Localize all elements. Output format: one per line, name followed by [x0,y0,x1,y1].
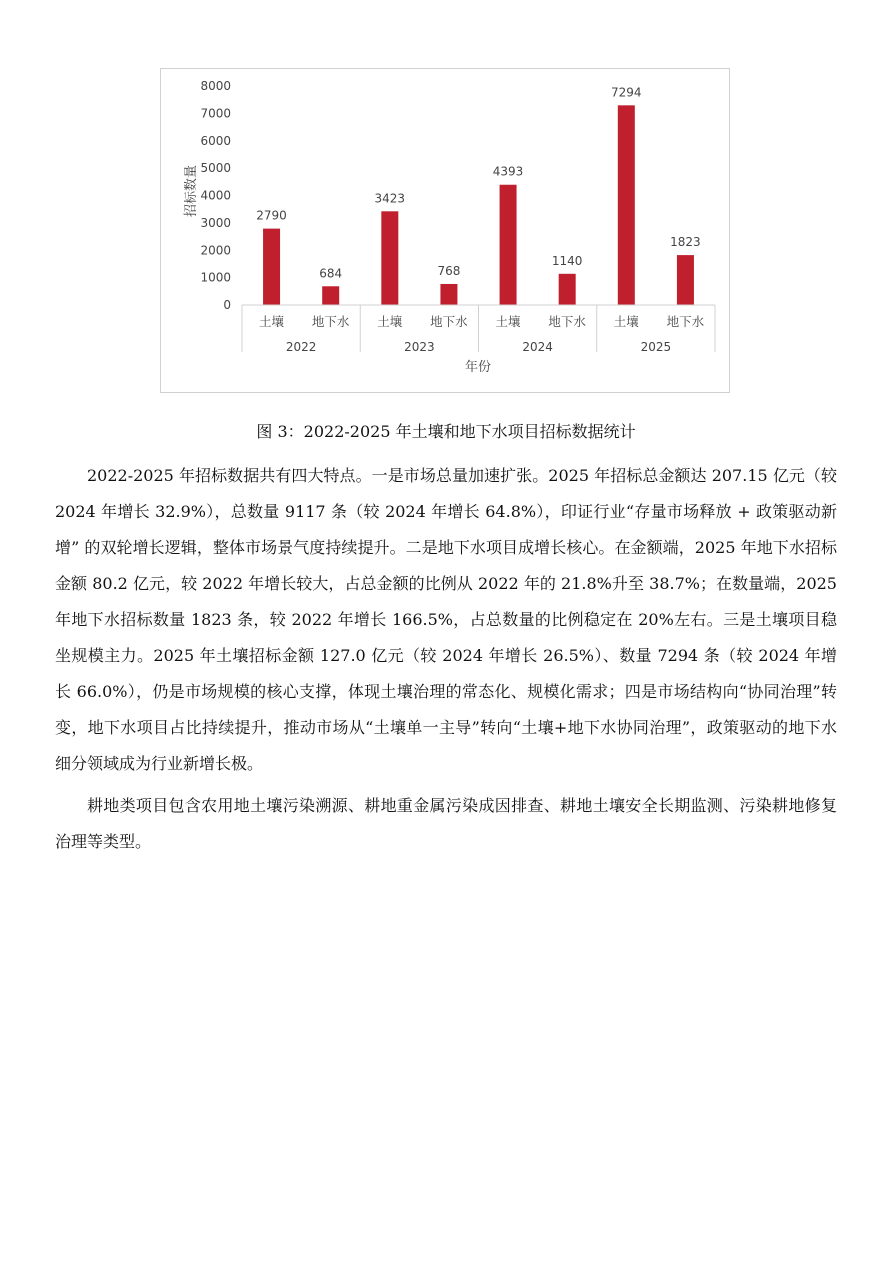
y-tick-label: 5000 [200,161,231,176]
data-label: 4393 [492,164,524,179]
paragraph-2: 耕地类项目包含农用地土壤污染溯源、耕地重金属污染成因排查、耕地土壤安全长期监测、污染耕地修复治理等类型。 [55,796,837,851]
data-label: 2790 [256,208,287,223]
bar [263,229,280,305]
x-group-label: 2025 [640,340,672,354]
y-tick-label: 3000 [200,215,231,230]
x-group-label: 2024 [522,340,553,354]
bar [559,274,576,305]
x-group-label: 2022 [285,340,317,354]
x-tick-label: 土壤 [613,314,639,329]
data-label: 1823 [670,235,701,250]
x-tick-label: 土壤 [259,314,285,329]
bar [677,255,694,305]
data-label: 3423 [374,191,406,206]
bar-chart [160,68,730,393]
chart-canvas [161,69,731,394]
data-label: 1140 [551,253,583,268]
y-axis [200,79,231,312]
bar [322,286,339,305]
x-tick-label: 土壤 [377,314,403,329]
bar [618,105,635,305]
y-tick-label: 8000 [200,79,231,93]
x-axis [242,305,715,354]
bar [381,211,398,305]
y-tick-label: 0 [223,298,231,312]
paragraph-1: 2022-2025 年招标数据共有四大特点。一是市场总量加速扩张。2025 年招标总金额达 207.15 亿元（较 2024 年增长 32.9%），总数量 9117 条（较 2024 年增长 64.8%），印证行业“存量市场释放 + 政策驱动新增” 的双轮增长逻辑，整体市场景气度持续提升。二是地下水项目成增长核心。在金额端，2025 年地下水招标金额 80.2 亿元，较 2022 年增长较大，占总金额的比例从 2022 年的 21.8%升至 38.7%；在数量端，2025 年地下水招标数量 1823 条，较 2022 年增长 166.5%，占总数量的比例稳定在 20%左右。三是土壤项目稳坐规模主力。2025 年土壤招标金额 127.0 亿元（较 2024 年增长 26.5%）、数量 7294 条（较 2024 年增长 66.0%），仍是市场规模的核心支撑，体现土壤治理的常态化、规模化需求；四是市场结构向“协同治理”转变，地下水项目占比持续提升，推动市场从“土壤单一主导”转向“土壤+地下水协同治理”，政策驱动的地下水细分领域成为行业新增长极。 [55,466,837,773]
body-text [55,458,837,866]
y-tick-label: 2000 [200,243,231,258]
data-label: 768 [437,263,461,278]
x-tick-label: 地下水 [666,314,705,329]
bar [500,185,517,305]
x-tick-label: 地下水 [430,314,468,329]
x-axis-title: 年份 [464,360,492,375]
bar [440,284,457,305]
x-tick-label: 土壤 [495,314,521,329]
data-label: 7294 [611,85,642,100]
y-tick-label: 6000 [200,133,231,148]
y-tick-label: 7000 [200,106,231,121]
data-label: 684 [319,266,343,281]
bars [256,85,700,305]
x-tick-label: 地下水 [311,314,350,329]
y-tick-label: 4000 [200,188,231,203]
y-axis-title: 招标数量 [184,164,199,218]
x-tick-label: 地下水 [548,314,586,329]
y-tick-label: 1000 [200,270,231,285]
figure-caption: 图 3：2022-2025 年土壤和地下水项目招标数据统计 [256,422,636,441]
x-group-label: 2023 [404,340,435,354]
